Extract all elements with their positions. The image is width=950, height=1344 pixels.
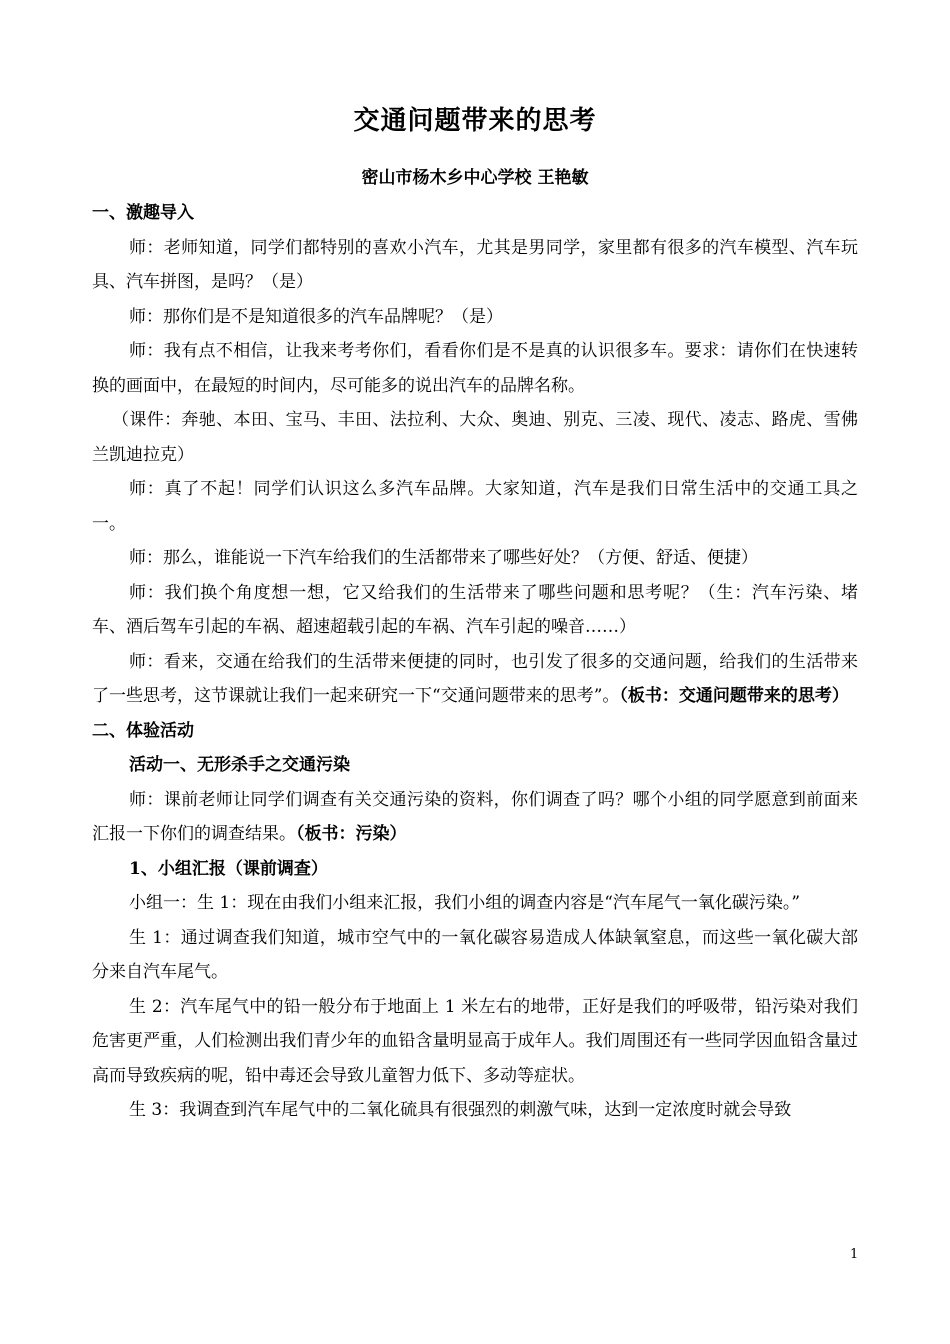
paragraph: 师：那你们是不是知道很多的汽车品牌呢？（是） <box>129 306 503 327</box>
paragraph: 师：那么，谁能说一下汽车给我们的生活都带来了哪些好处？（方便、舒适、便捷） <box>129 548 758 568</box>
paragraph: 生 1：通过调查我们知道，城市空气中的一氧化碳容易造成人体缺氧窒息，而这些一氧化碳大部分来自汽车尾气。 <box>92 927 858 982</box>
paragraph: 生 2：汽车尾气中的铅一般分布于地面上 1 米左右的地带，正好是我们的呼吸带，铅污染对我们危害更严重，人们检测出我们青少年的血铅含量明显高于成年人。我们周围还有一些同学因血铅含量过高而导致疾病的呢，铅中毒还会导致儿童智力低下、多动等症状。 <box>92 996 858 1086</box>
board-note: （板书：交通问题带来的思考） <box>619 686 849 706</box>
paragraph: 师：我们换个角度想一想，它又给我们的生活带来了哪些问题和思考呢？（生：汽车污染、堵车、酒后驾车引起的车祸、超速超载引起的车祸、汽车引起的噪音……） <box>92 582 858 637</box>
paragraph: 师：老师知道，同学们都特别的喜欢小汽车，尤其是男同学，家里都有很多的汽车模型、汽车玩具、汽车拼图，是吗？（是） <box>92 237 858 292</box>
page-number: 1 <box>850 1247 859 1262</box>
section-heading-1: 一、激趣导入 <box>92 203 194 223</box>
paragraph-courseware: （课件：奔驰、本田、宝马、丰田、法拉利、大众、奥迪、别克、三凌、现代、凌志、路虎、雪佛兰凯迪拉克） <box>92 410 858 465</box>
paragraph <box>92 645 858 714</box>
paragraph: 师：我有点不相信，让我来考考你们，看看你们是不是真的认识很多车。要求：请你们在快速转换的画面中，在最短的时间内，尽可能多的说出汽车的品牌名称。 <box>92 341 858 396</box>
paragraph: 师：真了不起！同学们认识这么多汽车品牌。大家知道，汽车是我们日常生活中的交通工具之一。 <box>92 479 858 534</box>
document-body <box>92 196 858 1128</box>
page-title: 交通问题带来的思考 <box>353 106 597 136</box>
board-note: （板书：污染） <box>296 824 407 844</box>
author-line: 密山市杨木乡中心学校 王艳敏 <box>361 168 589 188</box>
paragraph <box>92 783 858 852</box>
sub-heading: 1、小组汇报（课前调查） <box>129 858 328 879</box>
activity-heading: 活动一、无形杀手之交通污染 <box>129 755 350 775</box>
section-heading-2: 二、体验活动 <box>92 720 194 741</box>
paragraph: 小组一：生 1：现在由我们小组来汇报，我们小组的调查内容是“汽车尾气一氧化碳污染。” <box>129 893 801 913</box>
paragraph-text: 师：看来，交通在给我们的生活带来便捷的同时，也引发了很多的交通问题，给我们的生活带来了一些思考，这节课就让我们一起来研究一下“交通问题带来的思考”。 <box>92 651 858 706</box>
paragraph-text: 师：课前老师让同学们调查有关交通污染的资料，你们调查了吗？哪个小组的同学愿意到前面来汇报一下你们的调查结果。 <box>92 789 858 844</box>
paragraph: 生 3：我调查到汽车尾气中的二氧化硫具有很强烈的刺激气味，达到一定浓度时就会导致 <box>129 1100 792 1120</box>
